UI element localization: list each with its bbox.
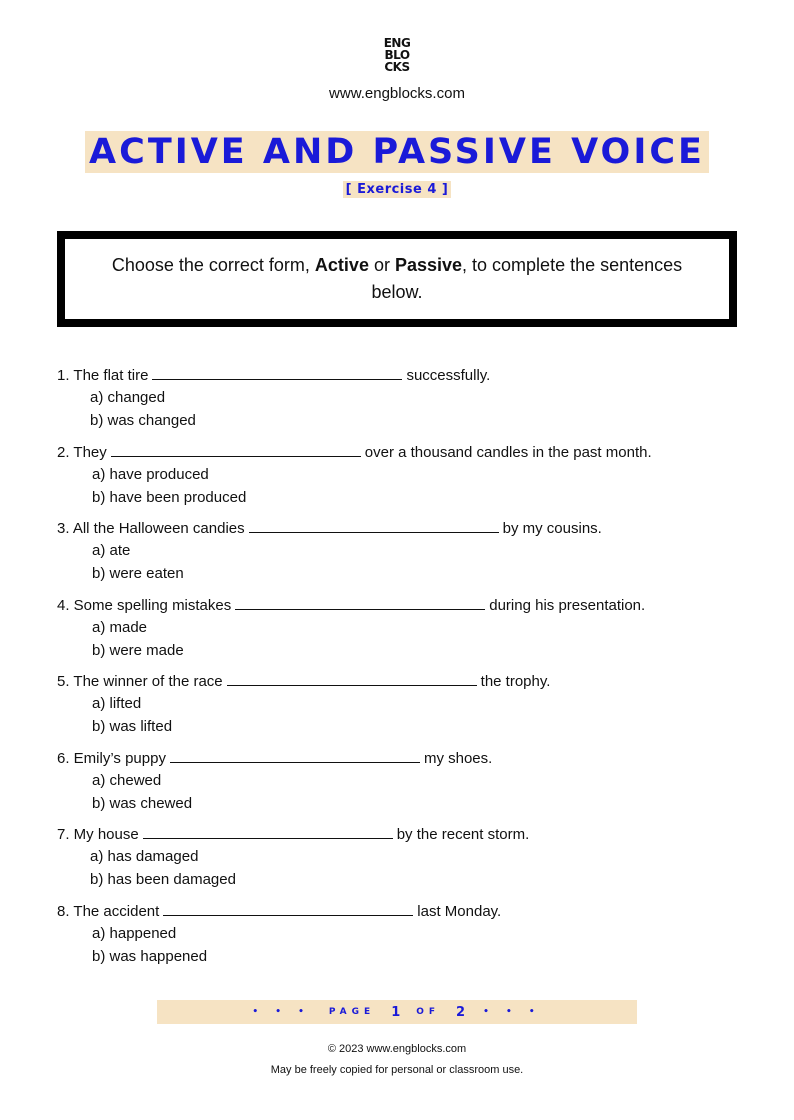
question-2: [57, 443, 757, 509]
page-indicator: [157, 1000, 637, 1024]
option-b[interactable]: b) was happened: [92, 947, 208, 965]
question-6: [57, 749, 757, 815]
question-stem: 3. All the Halloween candies by my cousins.: [57, 520, 602, 537]
title-wrap: [0, 131, 794, 173]
logo-line-3: CKS: [384, 60, 410, 74]
option-a[interactable]: a) have produced: [92, 466, 209, 483]
answer-blank[interactable]: [227, 672, 477, 686]
option-b[interactable]: b) was lifted: [92, 717, 173, 735]
page-word: PAGE: [328, 1007, 376, 1017]
option-b[interactable]: b) were eaten: [92, 564, 184, 582]
copyright-text: © 2023 www.engblocks.com: [327, 1043, 467, 1055]
question-3: [57, 519, 757, 585]
logo-line-2: BLO: [384, 48, 410, 62]
option-b[interactable]: b) was chewed: [92, 794, 193, 812]
question-stem: 7. My house by the recent storm.: [57, 826, 530, 843]
exercise-label: [ Exercise 4 ]: [343, 181, 452, 198]
question-5: [57, 672, 757, 738]
answer-blank[interactable]: [170, 749, 420, 763]
logo-line-1: ENG: [383, 36, 411, 50]
question-stem: 5. The winner of the race the trophy.: [57, 673, 551, 690]
instructions-box: [57, 231, 737, 327]
option-b[interactable]: b) was changed: [90, 411, 196, 429]
option-a[interactable]: a) happened: [92, 925, 177, 942]
question-stem: 2. They over a thousand candles in the past month.: [57, 444, 652, 461]
question-8: [57, 902, 757, 968]
page-current: 1: [391, 1004, 401, 1020]
option-b[interactable]: b) have been produced: [92, 488, 247, 506]
question-1: [57, 366, 757, 432]
question-stem: 6. Emily’s puppy my shoes.: [57, 750, 493, 767]
question-4: [57, 596, 757, 662]
option-a[interactable]: a) lifted: [92, 695, 142, 712]
question-stem: 8. The accident last Monday.: [57, 903, 502, 920]
option-a[interactable]: a) ate: [92, 542, 131, 559]
subtitle-wrap: [0, 180, 794, 198]
instructions-text: Choose the correct form, Active or Passive, to complete the sentences below.: [111, 255, 683, 302]
option-a[interactable]: a) changed: [90, 389, 166, 406]
question-7: [57, 825, 757, 891]
page-title: ACTIVE AND PASSIVE VOICE: [85, 131, 709, 173]
passive-keyword: Passive: [394, 255, 463, 275]
question-stem: 1. The flat tire successfully.: [57, 367, 491, 384]
question-stem: 4. Some spelling mistakes during his presentation.: [57, 597, 646, 614]
answer-blank[interactable]: [143, 825, 393, 839]
option-b[interactable]: b) were made: [92, 641, 184, 659]
option-a[interactable]: a) made: [92, 619, 148, 636]
option-a[interactable]: a) has damaged: [90, 848, 199, 865]
answer-blank[interactable]: [249, 519, 499, 533]
answer-blank[interactable]: [163, 902, 413, 916]
answer-blank[interactable]: [111, 443, 361, 457]
answer-blank[interactable]: [235, 596, 485, 610]
answer-blank[interactable]: [152, 366, 402, 380]
dots-left: • • •: [252, 1007, 311, 1017]
engblocks-logo: [377, 37, 417, 73]
site-url: www.engblocks.com: [329, 85, 465, 102]
option-b[interactable]: b) has been damaged: [90, 870, 236, 888]
active-keyword: Active: [314, 255, 369, 275]
of-word: OF: [416, 1007, 441, 1017]
dots-right: • • •: [483, 1007, 542, 1017]
license-text: May be freely copied for personal or classroom use.: [270, 1064, 524, 1076]
option-a[interactable]: a) chewed: [92, 772, 162, 789]
page-total: 2: [456, 1004, 466, 1020]
